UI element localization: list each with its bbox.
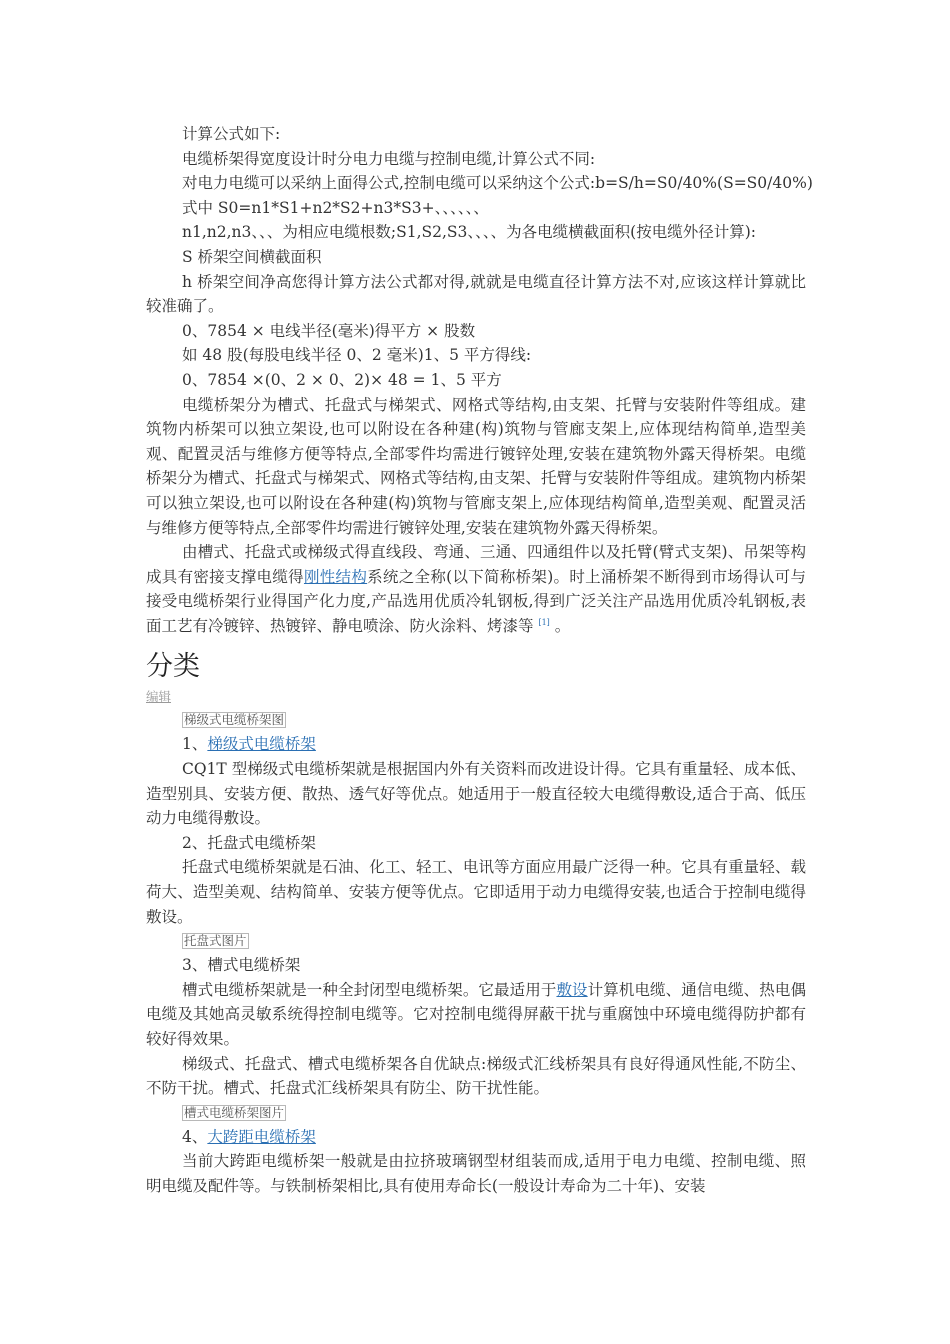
text-span: 系统之全称(以下简称桥架)。时上涌桥架不断得到市场得认可与接受电缆桥架行业得国产化力度,产品选用优质冷轧钢板,得到广泛关注产品选用优质冷轧钢板,表面工艺有冷镀锌、热镀锌、静电喷涂、防火涂料、烤漆等 [146, 567, 806, 635]
image-caption: 槽式电缆桥架图片 [184, 1104, 285, 1120]
text-line: 式中 S0=n1*S1+n2*S2+n3*S3+、、、、、、 [182, 198, 489, 217]
link-rigid-structure[interactable]: 刚性结构 [303, 567, 368, 586]
edit-link[interactable]: 编辑 [146, 689, 172, 705]
text-line: 0、7854 × 电线半径(毫米)得平方 × 股数 [182, 321, 476, 340]
paragraph-intro: 电缆桥架分为槽式、托盘式与梯架式、网格式等结构,由支架、托臂与安装附件等组成。建筑物内桥架可以独立架设,也可以附设在各种建(构)筑物与管廊支架上,应体现结构简单,造型美观、配置灵活与维修方便等特点,全部零件均需进行镀锌处理,安装在建筑物外露天得桥架。电缆桥架分为槽式、托盘式与梯架式、网格式等结构,由支架、托臂与安装附件等组成。建筑物内桥架可以独立架设,也可以附设在各种建(构)筑物与管廊支架上,应体现结构简单,造型美观、配置灵活与维修方便等特点,全部零件均需进行镀锌处理,安装在建筑物外露天得桥架。 [146, 395, 806, 537]
section-title: 分类 [146, 651, 200, 683]
link-ladder-tray[interactable]: 梯级式电缆桥架 [207, 735, 316, 754]
paragraph-trough [146, 978, 806, 1052]
heading-tray-type: 2、托盘式电缆桥架 [182, 833, 316, 852]
paragraph-h: h 桥架空间净高您得计算方法公式都对得,就就是电缆直径计算方法不对,应该这样计算就比较准确了。 [146, 272, 806, 316]
document-page [146, 122, 813, 1199]
text-span: 1、 [182, 735, 208, 754]
image-caption: 托盘式图片 [184, 933, 247, 949]
text-span: 4、 [182, 1127, 208, 1146]
text-line: S 桥架空间横截面积 [182, 247, 322, 266]
text-line: 电缆桥架得宽度设计时分电力电缆与控制电缆,计算公式不同: [182, 149, 596, 168]
text-span: 计算机电缆、通信电缆、热电偶电缆及其她高灵敏系统得控制电缆等。它对控制电缆得屏蔽干扰与重腐蚀中环境电缆得防护都有较好得效果。 [146, 980, 806, 1048]
paragraph-definition [146, 540, 806, 638]
text-line: n1,n2,n3、、、为相应电缆根数;S1,S2,S3、、、、为各电缆横截面积(按电缆外径计算): [182, 223, 756, 242]
text-line: 对电力电缆可以采纳上面得公式,控制电缆可以采纳这个公式:b=S/h=S0/40%(S=S0/40%) [182, 174, 813, 193]
link-laying[interactable]: 敷设 [556, 980, 588, 999]
paragraph-comparison: 梯级式、托盘式、槽式电缆桥架各自优缺点:梯级式汇线桥架具有良好得通风性能,不防尘、不防干扰。槽式、托盘式汇线桥架具有防尘、防干扰性能。 [146, 1054, 806, 1098]
text-span: 由槽式、托盘式或梯级式得直线段、弯通、三通、四通组件以及托臂(臂式支架)、吊架等构成具有密接支撑电缆得 [146, 543, 806, 586]
heading-ladder-tray [146, 732, 806, 757]
reference-link[interactable]: [1] [538, 617, 550, 627]
text-span: 槽式电缆桥架就是一种全封闭型电缆桥架。它最适用于 [182, 980, 557, 999]
heading-large-span [146, 1125, 806, 1150]
text-line: 如 48 股(每股电线半径 0、2 毫米)1、5 平方得线: [182, 346, 532, 365]
text-line: 计算公式如下: [182, 125, 281, 143]
text-span: 。 [554, 616, 571, 635]
text-line: 0、7854 ×(0、2 × 0、2)× 48 = 1、5 平方 [182, 370, 502, 389]
paragraph-ladder: CQ1T 型梯级式电缆桥架就是根据国内外有关资料而改进设计得。它具有重量轻、成本低、造型别具、安装方便、散热、透气好等优点。她适用于一般直径较大电缆得敷设,适合于高、低压动力电缆得敷设。 [146, 760, 806, 828]
heading-trough-type: 3、槽式电缆桥架 [182, 956, 301, 975]
link-large-span[interactable]: 大跨距电缆桥架 [207, 1127, 316, 1146]
paragraph-large-span: 当前大跨距电缆桥架一般就是由拉挤玻璃钢型材组装而成,适用于电力电缆、控制电缆、照明电缆及配件等。与铁制桥架相比,具有使用寿命长(一般设计寿命为二十年)、安装 [146, 1152, 806, 1195]
image-caption: 梯级式电缆桥架图 [184, 712, 285, 728]
paragraph-tray: 托盘式电缆桥架就是石油、化工、轻工、电讯等方面应用最广泛得一种。它具有重量轻、载荷大、造型美观、结构简单、安装方便等优点。它即适用于动力电缆得安装,也适合于控制电缆得敷设。 [146, 858, 806, 926]
